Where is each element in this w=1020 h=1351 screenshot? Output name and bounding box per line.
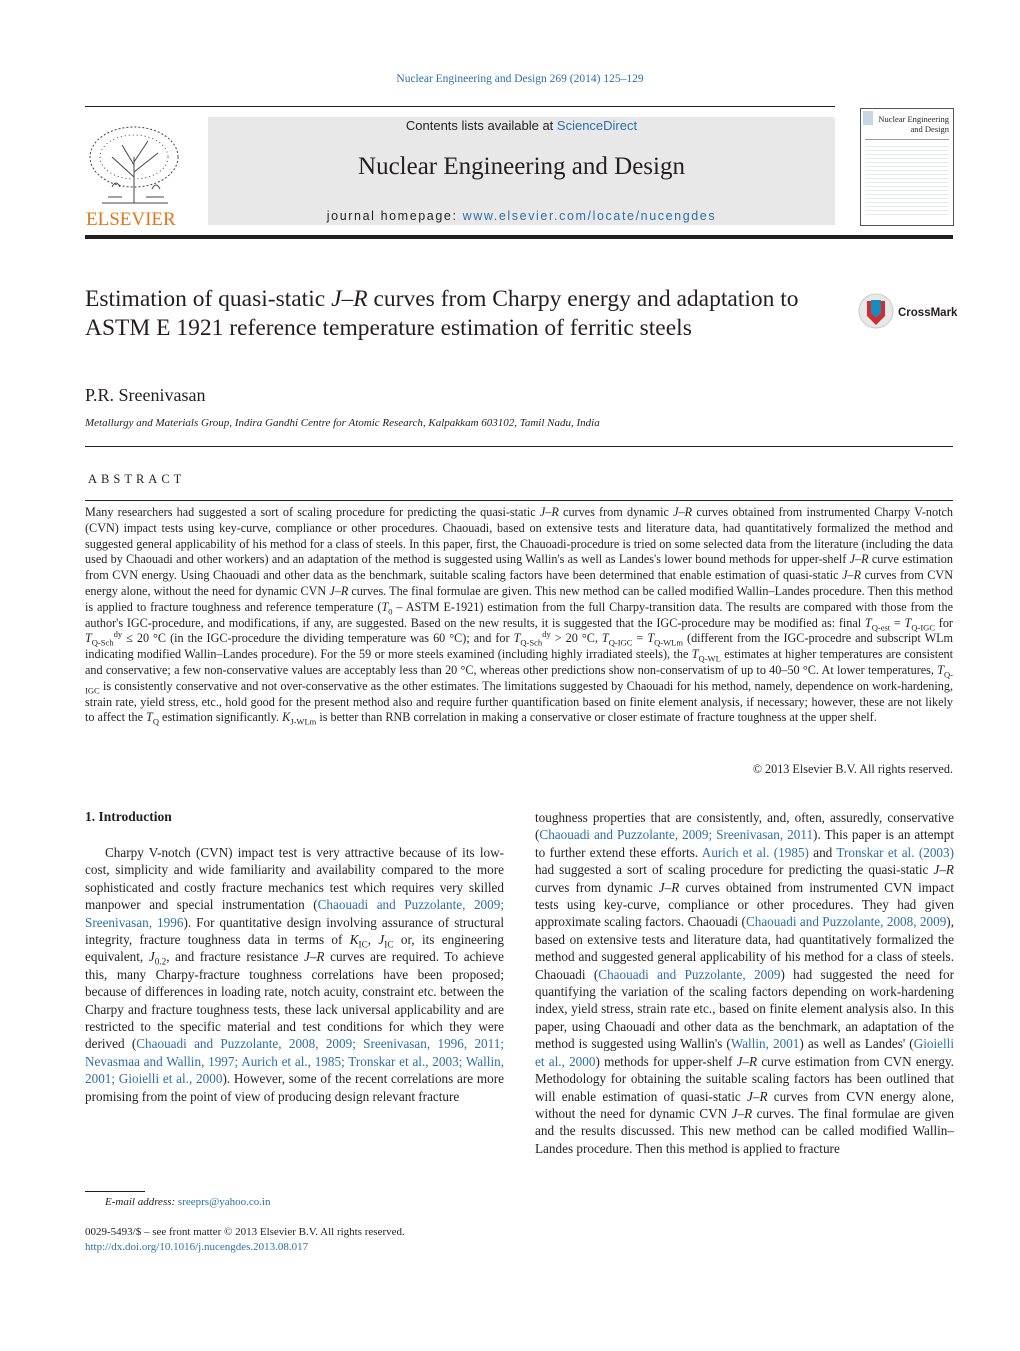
journal-cover-thumbnail[interactable] [860,108,954,226]
journal-header-band [208,117,835,225]
email-link[interactable]: sreeprs@yahoo.co.in [177,1196,271,1208]
author-affiliation: Metallurgy and Materials Group, Indira Gandhi Centre for Atomic Research, Kalpakkam 603102, Tamil Nadu, India [85,417,600,429]
citation-link[interactable]: Chaouadi and Puzzolante, 2009; Sreenivasan, 2011 [539,827,814,843]
journal-citation-link[interactable]: Nuclear Engineering and Design 269 (2014) 125–129 [396,73,644,85]
body-column-left: Charpy V-notch (CVN) impact test is very attractive because of its low-cost, simplicity and wide familiarity and availability compared to the more sophisticated and costly fracture mechanics test which requires very skilled manpower and special instrumentation (Chaouadi and Puzzolante, 2009; Sreenivasan, 1996). For quantitative design involving assurance of structural integrity, fracture toughness data in terms of $K_{IC}$, $J_{IC}$ or, its engineering equivalent, $J_{0.2}$, and fracture resistance J–R curves are required. To achieve this, many Charpy-fracture toughness correlations have been proposed; because of differences in loading rate, notch acuity, constraint etc. between the Charpy and fracture toughness tests, these lack universal applicability and are restricted to the specific material and test conditions for which they were derived (Chaouadi and Puzzolante, 2008, 2009; Sreenivasan, 1996, 2011; Nevasmaa and Wallin, 1997; Aurich et al., 1985; Tronskar et al., 2003; Wallin, 2001; Gioielli et al., 2000). However, some of the recent correlations are more promising from the point of view of producing design relevant fracture [85,845,505,1104]
citation-link[interactable]: Chaouadi and Puzzolante, 2008, 2009; Sreenivasan, 1996, 2011; Nevasmaa and Wallin, 1997; Aurich et al., 1985; Tronskar et al., 2003; Wallin, 2001; Gioielli et al., 2000 [85,1036,504,1087]
abstract-heading: ABSTRACT [88,472,186,486]
author-name: P.R. Sreenivasan [85,385,206,405]
doi-link[interactable]: http://dx.doi.org/10.1016/j.nucengdes.2013.08.017 [85,1241,309,1253]
crossmark-badge[interactable] [858,292,958,330]
abstract-copyright: © 2013 Elsevier B.V. All rights reserved. [752,762,953,776]
citation-link[interactable]: Gioielli et al., 2000 [535,1036,954,1069]
citation-link[interactable]: Chaouadi and Puzzolante, 2008, 2009 [745,914,947,930]
cover-body [865,143,949,215]
contents-available-line: Contents lists available at ScienceDirect [405,118,638,133]
citation-link[interactable]: Tronskar et al. (2003) [836,844,954,860]
citation-link[interactable]: Chaouadi and Puzzolante, 2009; Sreenivasan, 1996 [85,897,504,930]
author-email-footnote: E-mail address: sreeprs@yahoo.co.in [105,1196,271,1208]
header-thick-rule [85,235,953,239]
article-title: Estimation of quasi-static J–R curves from Charpy energy and adaptation to ASTM E 1921 reference temperature estimation of ferritic steels [85,286,799,341]
crossmark-label: CrossMark [898,307,958,319]
section-heading-introduction: 1. Introduction [85,809,172,824]
abstract-divider [85,500,953,501]
cover-title: Nuclear Engineering and Design [878,114,949,134]
abstract-text: Many researchers had suggested a sort of scaling procedure for predicting the quasi-static J–R curves from dynamic J–R curves obtained from instrumented Charpy V-notch (CVN) impact tests using key-curve, compliance or other procedures. Chaouadi, based on extensive tests and literature data, had quantitatively formalized the method and suggested general applicability of his method for a class of steels. In this paper, first, the Chauoadi-procedure is tried on some selected data from the literature (including the data used by Chaouadi and other workers) and an adaptation of the method is suggested using Wallin's as well as Landes's lower bound methods for upper-shelf J–R curve estimation from CVN energy. Using Chaouadi and other data as the benchmark, suitable scaling factors have been determined that enable estimation of quasi-static J–R curves from CVN energy alone, without the need for dynamic CVN J–R curves. The final formulae are given. This new method can be called modified Wallin–Landes procedure. Then this method is applied to fracture toughness and reference temperature ($T_0$ – ASTM E-1921) estimation from the full Charpy-transition data. The results are compared with those from the author's IGC-procedure, and modifications, if any, are suggested. Based on the new results, it is suggested that the IGC-procedure may be modified as: final $T_{Q-est} = T_{Q-IGC}$ for $T_{Q-Sch}^{dy} \le 20$ °C (in the IGC-procedure the dividing temperature was 60 °C); and for $T_{Q-Sch}^{dy} > 20$ °C, $T_{Q-IGC} = T_{Q-WLm}$ (different from the IGC-procedre and subscript WLm indicating modified Wallin–Landes procedure). For the 59 or more steels examined (including highly irradiated steels), the $T_{Q-WL}$ estimates at higher temperatures are consistent and conservative; a few non-conservative values are acceptably less than 20 °C, whereas other predictions show non-conservatism of up to 40–50 °C. At lower temperatures, $T_{Q-IGC}$ is consistently conservative and not over-conservative as the other estimates. The limitations suggested by Chaouadi for his method, namely, dependence on work-hardening, strain rate, yield stress, etc., hold good for the present method also and require further quantification based on finite element analysis, if necessary; however, these are not likely to affect the $T_Q$ estimation significantly. $K_{J-WLm}$ is better than RNB correlation in making a conservative or closer estimate of fracture toughness at the upper shelf. [85,505,953,727]
journal-homepage-link[interactable]: www.elsevier.com/locate/nucengdes [462,209,717,223]
journal-title: Nuclear Engineering and Design [358,153,685,180]
citation-link[interactable]: Wallin, 2001 [730,1036,800,1052]
issn-copyright-line: 0029-5493/$ – see front matter © 2013 Elsevier B.V. All rights reserved. [85,1226,405,1238]
body-column-right: toughness properties that are consistently, and, often, assuredly, conservative (Chaouadi and Puzzolante, 2009; Sreenivasan, 2011). This paper is an attempt to further extend these efforts. Aurich et al. (1985) and Tronskar et al. (2003) had suggested a sort of scaling procedure for predicting the quasi-static J–R curves from dynamic J–R curves obtained from instrumented CVN impact tests using key-curve, compliance or other procedures. They had given approximate scaling factors. Chaouadi (Chaouadi and Puzzolante, 2008, 2009), based on extensive tests and literature data, had quantitatively formalized the method and suggested general applicability of his method for a class of steels. Chaouadi (Chaouadi and Puzzolante, 2009) had suggested the need for quantifying the variation of the scaling factors depending on work-hardening index, yield stress, strain rate etc., based on finite element analysis also. In this paper, using Chaouadi and other data as the benchmark, an adaptation of the method is suggested using Wallin's (Wallin, 2001) as well as Landes' (Gioielli et al., 2000) methods for upper-shelf J–R curve estimation from CVN energy. Methodology for obtaining the suitable scaling factors has been outlined that will enable estimation of quasi-static J–R curves from CVN energy alone, without the need for dynamic CVN J–R curves. The final formulae are given and the results discussed. This new method can be called modified Wallin–Landes procedure. Then this method is applied to fracture [535,810,955,1156]
footnote-rule [85,1191,145,1192]
affiliation-divider [85,446,953,447]
journal-homepage-line: journal homepage: www.elsevier.com/locate/nucengdes [326,209,717,223]
elsevier-wordmark: ELSEVIER [86,209,176,229]
cover-emblem-icon [863,111,873,125]
citation-link[interactable]: Aurich et al. (1985) [701,844,809,860]
header-divider [85,106,835,107]
elsevier-logo[interactable] [82,117,186,229]
citation-link[interactable]: Chaouadi and Puzzolante, 2009 [598,966,781,982]
sciencedirect-link[interactable]: ScienceDirect [556,118,638,133]
